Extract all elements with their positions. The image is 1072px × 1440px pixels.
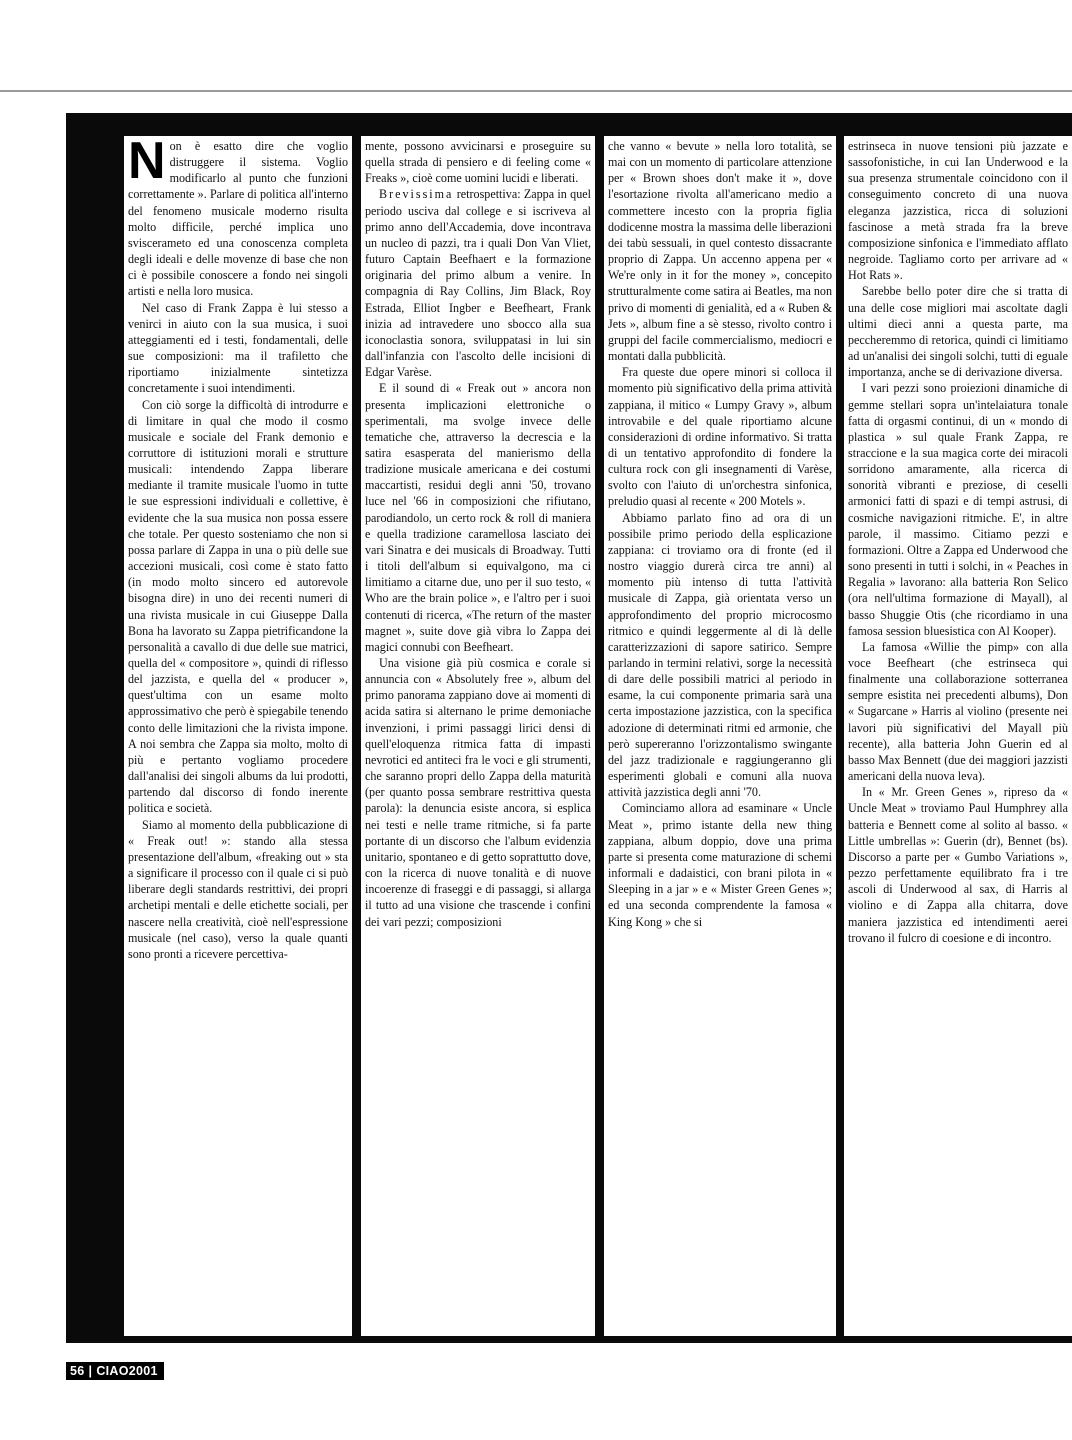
paragraph: La famosa «Willie the pimp» con alla voce Beefheart (che estrinseca qui finalmente una collaborazione sotterranea sempre esistita nei precedenti albums), Don « Sugarcane » Harris al violino (presente nei lavori più significativi del Mayall più recente), alla batteria John Guerin ed al basso Max Bennett (due dei maggiori jazzisti americani della nuova leva). xyxy=(848,639,1068,784)
paragraph: Siamo al momento della pubblicazione di « Freak out! »: stando alla stessa presentazione dell'album, «freaking out » sta a significare il processo con il quale ci si può liberare degli standards restrittivi, dei propri archetipi mentali e delle etichette sociali, per nascere nella creatività, cioè nell'espressione musicale (nel caso), verso la quale quanti sono pronti a ricevere percettiva- xyxy=(128,817,348,961)
paragraph: Una visione già più cosmica e corale si annuncia con « Absolutely free », album del primo panorama zappiano dove ai momenti di acida satira si alternano le prime demoniache invenzioni, i primi passaggi lirici densi di quell'eloquenza ritmica fatta di impasti nevrotici ed antiteci fra le voci e gli strumenti, che saranno propri dello Zappa della maturità (per quanto possa sembrare restrittiva questa parola): la denuncia esiste ancora, si esplica nei testi e nelle trame ritmiche, si fa parte portante di un discorso che l'album evidenzia unitario, spontaneo e di getto soprattutto dove, con la ricerca di nuove tonalità e di nuove incoerenze di fraseggi e di passaggi, si allarga il tutto ad una visione che trascende i confini dei vari pezzi; composizioni xyxy=(365,656,591,929)
paragraph-retrospettiva xyxy=(365,186,591,380)
emphasis-lead: Brevissima xyxy=(379,187,454,202)
drop-cap: N xyxy=(128,136,166,190)
page-footer xyxy=(66,1362,164,1380)
magazine-name: CIAO2001 xyxy=(96,1364,158,1378)
article-column-2 xyxy=(361,136,595,1336)
article-column-1 xyxy=(124,136,352,1336)
paragraph-text: retrospettiva: Zappa in quel periodo usciva dal college e si iscriveva al primo anno dell'Accademia, dove incontrava un nucleo di pazzi, tra i quali Don Van Vliet, futuro Captain Beefhaert e la formazione originaria del primo album a venire. In compagnia di Ray Collins, Jim Black, Roy Estrada, Elliot Ingber e Beefheart, Frank inizia ad intravedere uno sbocco alla sua iconoclastia sonora, sviluppatasi in lui sin dall'infanzia con l'ascolto delle incisioni di Edgar Varèse. xyxy=(365,187,591,380)
paragraph: Con ciò sorge la difficoltà di introdurre e di limitare in qual che modo il cosmo musicale e sociale del Frank demonio e corruttore di istituzioni morali e strutture musicali: intendendo Zappa liberare mediante il tramite musicale l'uomo in tutte le sue espressioni individuali e collettive, è evidente che la sua musica non possa essere che totale. Per questo sosteniamo che non si possa parlare di Zappa in una o più delle sue accezioni musicali, così come è stato fatto (in modo molto sincero ed autorevole bisogna dire) in uno dei recenti numeri di una rivista musicale in cui Giuseppe Dalla Bona ha lavorato su Zappa pietrificandone la personalità a cavallo di due delle sue matrici, quella del « compositore », quindi di riflesso del jazzista, e quella del « producer », quest'ultima con un esame molto approssimativo che però è spiegabile tenendo conto delle limitazioni che la rivista impone. A noi sembra che Zappa sia molto, molto di più e pertanto vogliamo procedere dall'analisi dei singoli albums da lui prodotti, partendo dal discorso di fondo inerente politica e società. xyxy=(128,397,348,816)
paragraph: estrinseca in nuove tensioni più jazzate e sassofonistiche, in cui Ian Underwood e la sua presenza strumentale coincidono con il conseguimento concreto di una nuova eleganza jazzistica, ricca di soluzioni fascinose a metà strada fra la breve composizione sinfonica e l'immediato afflato negroide. Tagliamo corto per arrivare ad « Hot Rats ». xyxy=(848,139,1068,283)
paragraph: Sarebbe bello poter dire che si tratta di una delle cose migliori mai ascoltate dagli ultimi dieci anni a questa parte, ma peccheremmo di retorica, quindi ci limitiamo ad un'analisi dei singoli solchi, tutti di eguale importanza, anche se di derivazione diversa. xyxy=(848,284,1068,380)
paragraph: In « Mr. Green Genes », ripreso da « Uncle Meat » troviamo Paul Humphrey alla batteria e Bennett come al solito al basso. « Little umbrellas »: Guerin (dr), Bennet (bs). Discorso a parte per « Gumbo Variations », pezzo perfettamente equilibrato fra i tre ascoli di Underwood al sax, di Harris al violino e di Zappa alla chitarra, dove maniera jazzistica ed intendimenti aerei trovano il fulcro di coesione e di incontro. xyxy=(848,785,1068,945)
top-divider-line xyxy=(0,90,1072,92)
page-number: 56 xyxy=(70,1364,85,1378)
article-column-3 xyxy=(604,136,836,1336)
paragraph: E il sound di « Freak out » ancora non presenta implicazioni elettroniche o sperimentali, ma svolge invece delle tematiche che, attraverso la decrescia e la satira esasperata del manierismo della tradizione musicale americana e dei costumi maccartisti, residui degli anni '50, trovano luce nel '66 in composizioni che rifiutano, parodiandolo, un certo rock & roll di maniera e quella tradizione caramellosa lasciato dei vari Sinatra e dei musicals di Broadway. Tutti i titoli dell'album si equivalgono, ma ci limitiamo a citarne due, uno per il suo testo, « Who are the brain police », e l'altro per i suoi contenuti di ricerca, «The return of the master magnet », suite dove già vibra lo Zappa dei magici connubi con Beefheart. xyxy=(365,381,591,654)
paragraph: Abbiamo parlato fino ad ora di un possibile primo periodo della esplicazione zappiana: ci troviamo ora di fronte (ed il nostro viaggio durerà circa tre anni) al momento più intenso di tutta l'attività musicale di Zappa, già orientata verso un approfondimento del proprio microcosmo ritmico e quindi leggermente al di là delle caratterizzazioni di sapore satirico. Sempre parlando in termini relativi, sorge la necessità di dare delle possibili matrici al periodo in esame, la cui componente primaria sarà una certa impostazione jazzistica, con la specifica adozione di determinati ritmi ed armonie, che però supereranno l'orizzontalismo swingante del jazz tradizionale e raggiungeranno gli esperimenti globali e comuni alla nuova attività jazzistica degli anni '70. xyxy=(608,510,832,800)
paragraph: Nel caso di Frank Zappa è lui stesso a venirci in aiuto con la sua musica, i suoi atteggiamenti ed i testi, fondamentali, delle sue composizioni: ma il trafiletto che riportiamo inizialmente sintetizza concretamente i suoi intendimenti. xyxy=(128,300,348,396)
paragraph: Fra queste due opere minori si colloca il momento più significativo della prima attività zappiana, il mitico « Lumpy Gravy », album introvabile e del quale riportiamo alcune considerazioni di ordine informativo. Si tratta di un tentativo approfondito di fondere la cultura rock con gli insegnamenti di Varèse, svolto con l'aiuto di un'orchestra sinfonica, preludio quasi al recente « 200 Motels ». xyxy=(608,365,832,509)
paragraph: che vanno « bevute » nella loro totalità, se mai con un momento di particolare attenzione per « Brown shoes don't make it », dove l'esortazione rivolta all'americano medio a commettere incesto con la propria figlia dodicenne mostra la massima delle liberazioni dei tabù sessuali, in quel contesto dissacrante proprio di Zappa. Un accenno appena per « We're only in it for the money », concepito strutturalmente come satira ai Beatles, ma non privo di momenti di genialità, ed a « Ruben & Jets », album fine a sè stesso, rivolto contro i gruppi del facile commercialismo, mediocri e montati dalla pubblicità. xyxy=(608,139,832,364)
top-margin xyxy=(0,0,1072,90)
paragraph: Cominciamo allora ad esaminare « Uncle Meat », primo istante della new thing zappiana, album doppio, dove una prima parte si presenta come maturazione di schemi informali e dadaistici, con brani pilota in « Sleeping in a jar » e « Mister Green Genes »; ed una seconda comprendente la famosa « King Kong » che si xyxy=(608,801,832,929)
footer-separator: | xyxy=(88,1364,93,1378)
article-column-4 xyxy=(844,136,1072,1336)
paragraph-intro xyxy=(128,138,348,300)
paragraph: I vari pezzi sono proiezioni dinamiche di gemme stellari sopra un'intelaiatura tonale fatta di orgasmi continui, di un « mondo di plastica » sul quale Frank Zappa, re straccione e la sua magica corte dei miracoli sorridono amaramente, alla ricerca di sonorità vibranti e preziose, di ceselli armonici fatti di spazi e di tempi astrusi, di cosmiche navigazioni ritmiche. E', in altre parole, il massimo. Citiamo pezzi e formazioni. Oltre a Zappa ed Underwood che sono presenti in tutti i solchi, in « Peaches in Regalia » lavorano: alla batteria Ron Selico (ora nell'ultima formazione di Mayall), al basso Shuggie Otis (che ricordiamo in una famosa session bluesistica con Al Kooper). xyxy=(848,381,1068,638)
paragraph-text: on è esatto dire che voglio distruggere il sistema. Voglio modificarlo al punto che funzioni correttamente ». Parlare di politica all'interno del fenomeno musicale moderno risulta molto difficile, perché implica uno sviscerameto ed una conoscenza completa degli ideali e delle movenze di base che non ci è possibile conoscere a fondo nei singoli artisti e nella loro musica. xyxy=(128,139,348,299)
paragraph: mente, possono avvicinarsi e proseguire su quella strada di pensiero e di feeling come « Freaks », cioè come uomini lucidi e liberati. xyxy=(365,139,591,186)
article-body xyxy=(124,136,1072,1336)
